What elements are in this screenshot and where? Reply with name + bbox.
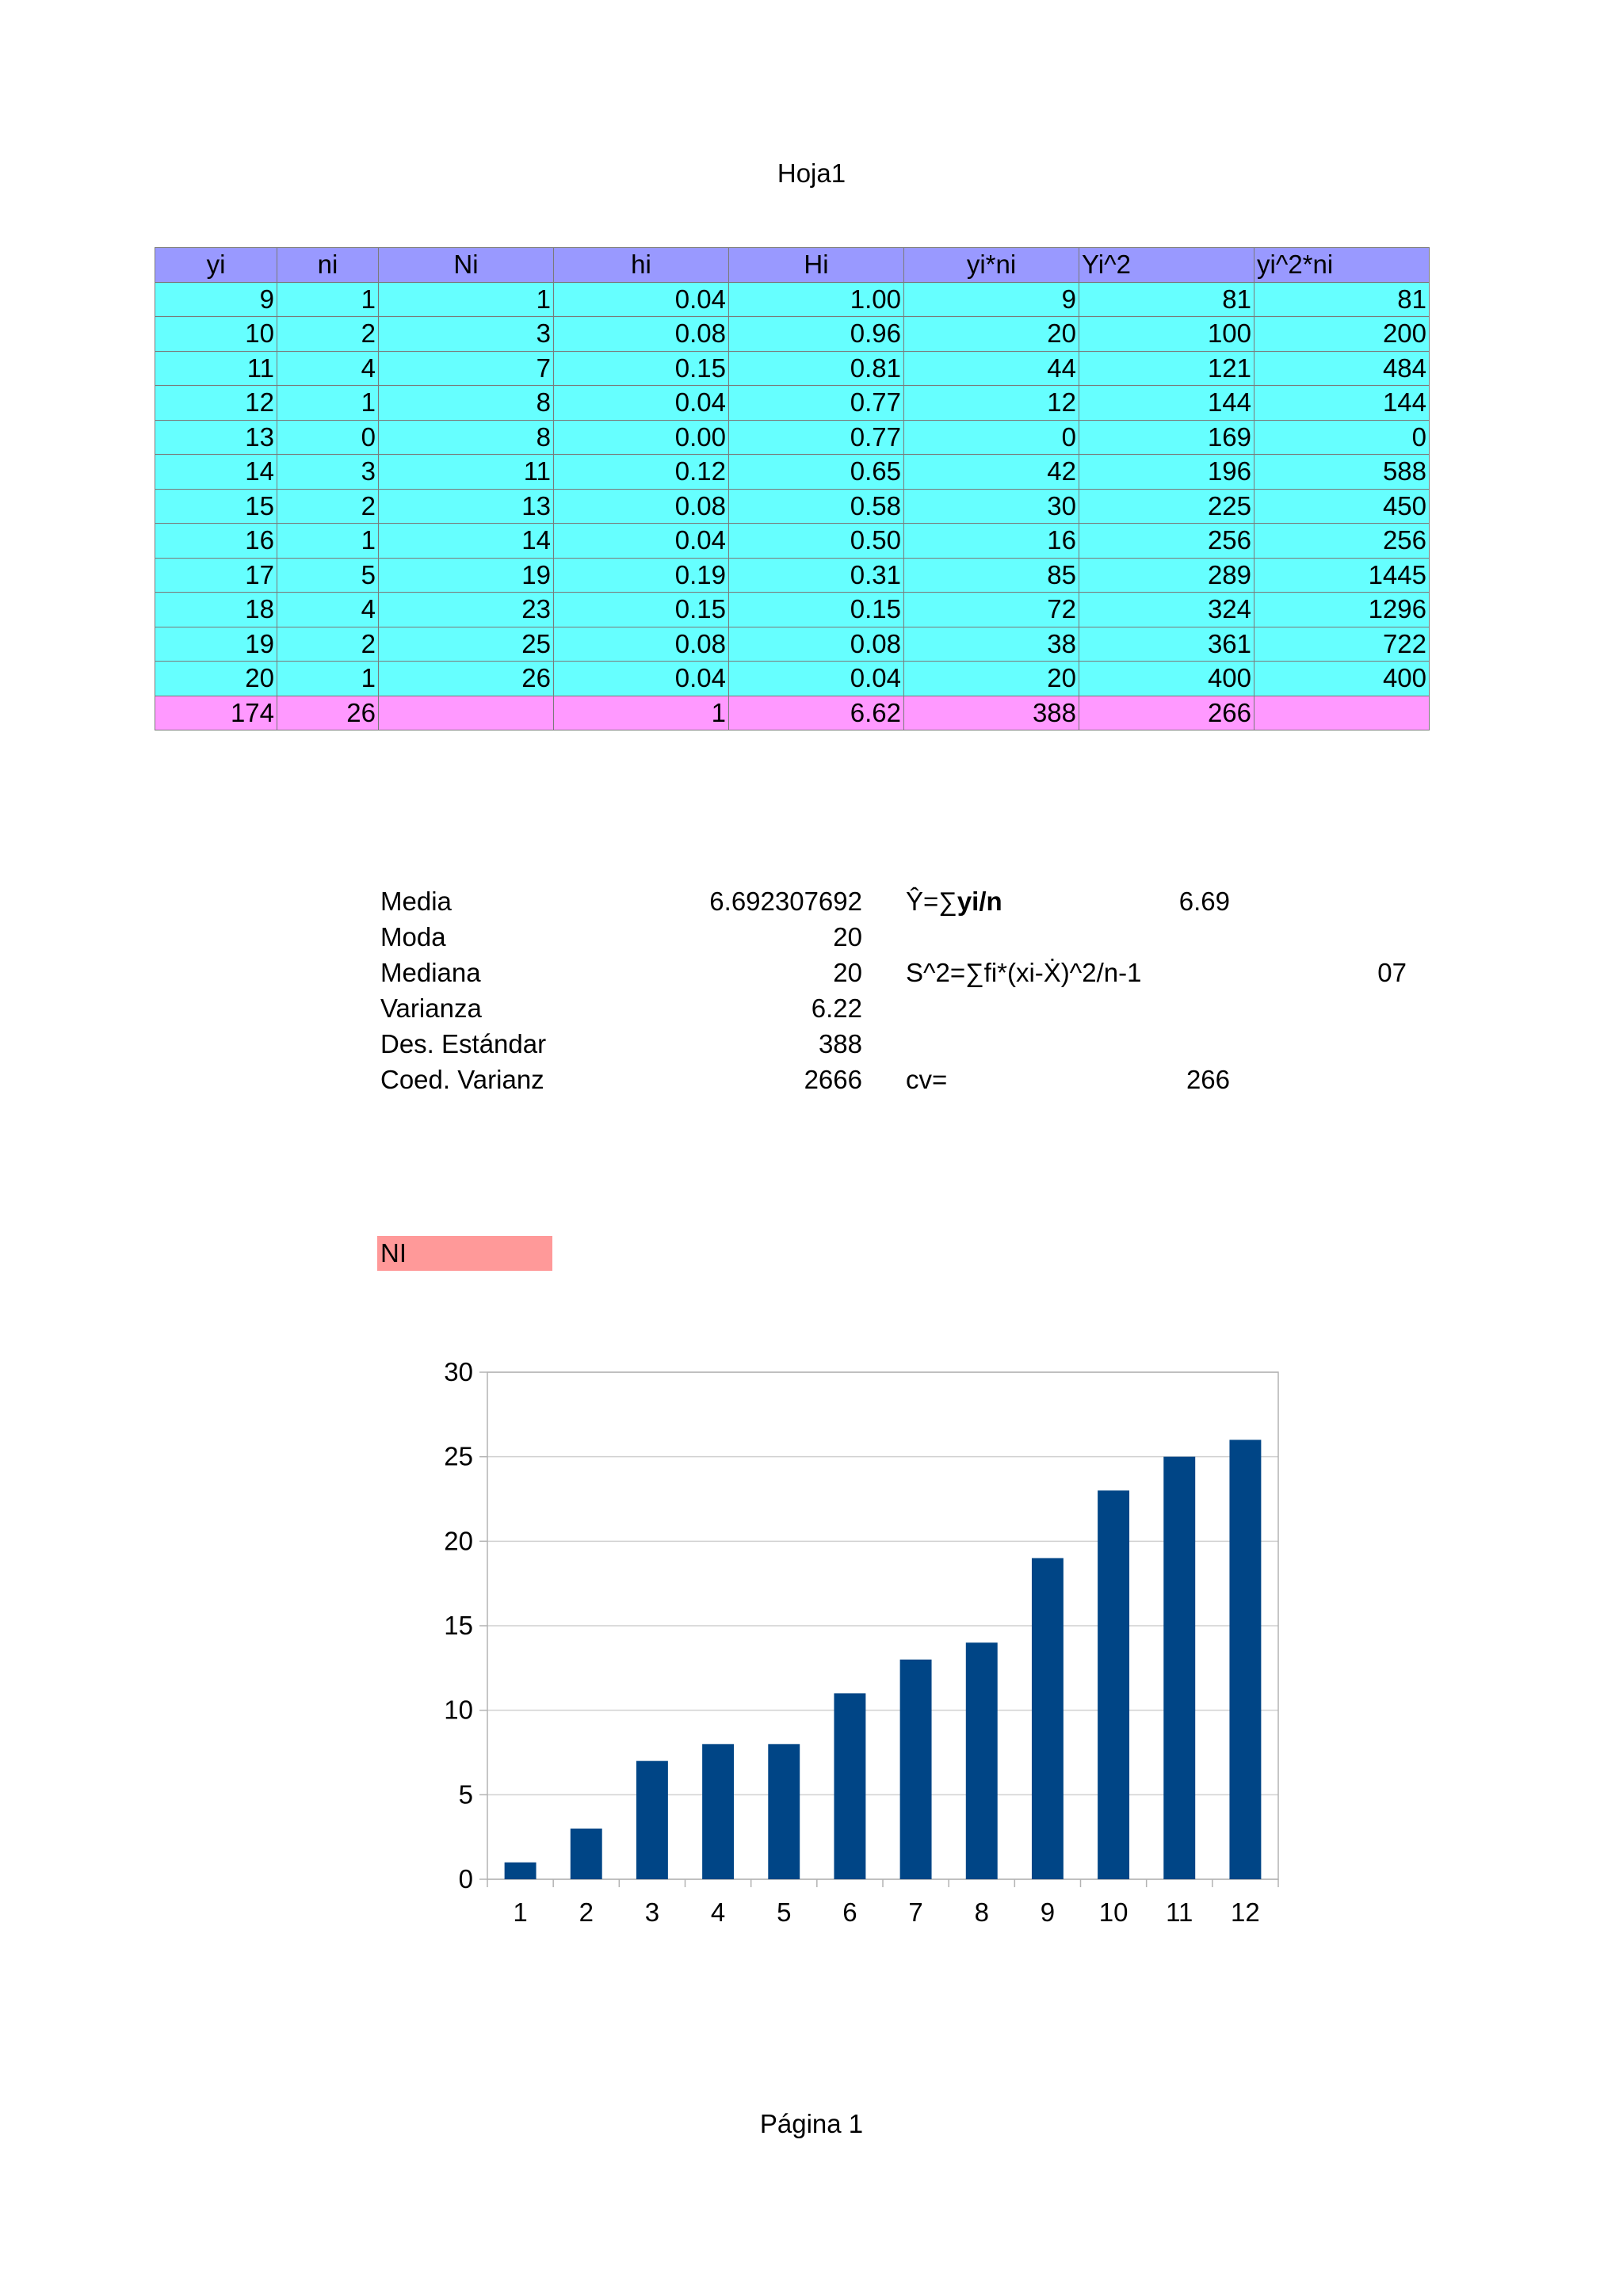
chart-gridlines <box>487 1372 1278 1879</box>
table-cell: 12 <box>904 386 1079 421</box>
varianza-value: 6.22 <box>811 994 862 1023</box>
table-cell: 13 <box>379 489 554 524</box>
table-cell: 1445 <box>1254 558 1430 593</box>
column-header: yi^2*ni <box>1254 248 1430 283</box>
coeficiente-label: Coed. Varianz <box>380 1065 544 1094</box>
table-cell: 324 <box>1079 593 1254 627</box>
y-tick-label: 30 <box>444 1357 473 1386</box>
table-cell: 0.04 <box>554 386 729 421</box>
chart-x-axis <box>487 1879 1278 1927</box>
table-cell: 8 <box>379 386 554 421</box>
table-cell: 11 <box>379 455 554 490</box>
table-header-row <box>155 248 1430 283</box>
x-tick-label: 8 <box>974 1897 989 1927</box>
table-cell: 19 <box>379 558 554 593</box>
x-tick-label: 2 <box>579 1897 594 1927</box>
table-cell: 1 <box>379 282 554 317</box>
bar <box>1032 1558 1064 1879</box>
table-cell: 0.08 <box>554 317 729 352</box>
coeficiente-value: 2666 <box>804 1065 862 1094</box>
table-row <box>155 420 1430 455</box>
table-cell: 0.04 <box>554 662 729 696</box>
table-cell: 0 <box>1254 420 1430 455</box>
table-cell: 0.04 <box>554 282 729 317</box>
table-cell: 20 <box>904 662 1079 696</box>
table-cell: 81 <box>1254 282 1430 317</box>
table-cell: 11 <box>155 351 277 386</box>
table-cell: 14 <box>155 455 277 490</box>
table-cell: 12 <box>155 386 277 421</box>
table-cell: 144 <box>1079 386 1254 421</box>
bar <box>1098 1490 1129 1879</box>
y-tick-label: 20 <box>444 1526 473 1556</box>
bar <box>966 1642 998 1879</box>
total-cell: 388 <box>904 696 1079 730</box>
chart-y-axis <box>444 1357 487 1894</box>
total-cell <box>379 696 554 730</box>
column-header: yi*ni <box>904 248 1079 283</box>
table-row <box>155 593 1430 627</box>
table-cell: 1 <box>277 282 379 317</box>
y-tick-label: 0 <box>458 1864 473 1894</box>
table-cell: 17 <box>155 558 277 593</box>
table-row <box>155 386 1430 421</box>
column-header: Ni <box>379 248 554 283</box>
bar <box>768 1744 800 1879</box>
table-cell: 42 <box>904 455 1079 490</box>
table-cell: 4 <box>277 351 379 386</box>
table-cell: 13 <box>155 420 277 455</box>
bar <box>900 1660 932 1879</box>
moda-value: 20 <box>833 922 862 952</box>
mean-formula <box>906 886 1002 917</box>
table-cell: 0.15 <box>729 593 904 627</box>
mediana-label: Mediana <box>380 958 481 987</box>
x-tick-label: 5 <box>777 1897 792 1927</box>
table-row <box>155 524 1430 559</box>
table-cell: 0.31 <box>729 558 904 593</box>
table-cell: 16 <box>155 524 277 559</box>
table-cell: 0.77 <box>729 386 904 421</box>
bar <box>505 1863 537 1879</box>
total-cell: 26 <box>277 696 379 730</box>
table-cell: 10 <box>155 317 277 352</box>
mean-formula-prefix: Ŷ=∑ <box>906 887 957 916</box>
x-tick-label: 3 <box>644 1897 660 1927</box>
table-cell: 0.08 <box>729 627 904 662</box>
table-cell: 9 <box>904 282 1079 317</box>
table-cell: 20 <box>904 317 1079 352</box>
table-row <box>155 489 1430 524</box>
table-row <box>155 351 1430 386</box>
table-row <box>155 662 1430 696</box>
table-cell: 0.77 <box>729 420 904 455</box>
table-cell: 19 <box>155 627 277 662</box>
table-cell: 18 <box>155 593 277 627</box>
x-tick-label: 7 <box>908 1897 923 1927</box>
desviacion-value: 388 <box>818 1029 862 1058</box>
table-cell: 38 <box>904 627 1079 662</box>
table-cell: 0 <box>904 420 1079 455</box>
column-header: yi <box>155 248 277 283</box>
total-cell: 174 <box>155 696 277 730</box>
bar <box>571 1829 602 1879</box>
varianza-label: Varianza <box>380 994 482 1023</box>
table-cell: 2 <box>277 627 379 662</box>
table-cell: 0.50 <box>729 524 904 559</box>
table-cell: 450 <box>1254 489 1430 524</box>
table-cell: 4 <box>277 593 379 627</box>
table-cell: 2 <box>277 317 379 352</box>
table-cell: 484 <box>1254 351 1430 386</box>
table-cell: 81 <box>1079 282 1254 317</box>
total-cell: 1 <box>554 696 729 730</box>
table-cell: 20 <box>155 662 277 696</box>
cumulative-frequency-bar-chart <box>412 1347 1300 1957</box>
desviacion-label: Des. Estándar <box>380 1029 547 1058</box>
table-cell: 0.04 <box>554 524 729 559</box>
cv-value: 266 <box>1186 1065 1230 1094</box>
chart-bars <box>505 1440 1262 1879</box>
column-header: Yi^2 <box>1079 248 1254 283</box>
table-cell: 1 <box>277 524 379 559</box>
table-row <box>155 317 1430 352</box>
ni-label-cell: NI <box>377 1236 552 1271</box>
totals-row <box>155 696 1430 730</box>
bar <box>834 1693 865 1879</box>
x-tick-label: 11 <box>1166 1897 1193 1927</box>
table-cell: 1 <box>277 662 379 696</box>
mean-formula-value: 6.69 <box>1178 887 1230 916</box>
table-cell: 0.15 <box>554 351 729 386</box>
column-header: Hi <box>729 248 904 283</box>
table-cell: 1296 <box>1254 593 1430 627</box>
table-cell: 200 <box>1254 317 1430 352</box>
table-row <box>155 282 1430 317</box>
table-cell: 0.65 <box>729 455 904 490</box>
table-cell: 400 <box>1254 662 1430 696</box>
table-cell: 1.00 <box>729 282 904 317</box>
table-cell: 169 <box>1079 420 1254 455</box>
table-cell: 2 <box>277 489 379 524</box>
table-cell: 26 <box>379 662 554 696</box>
table-cell: 16 <box>904 524 1079 559</box>
media-label: Media <box>380 887 452 916</box>
table-cell: 0.00 <box>554 420 729 455</box>
table-cell: 44 <box>904 351 1079 386</box>
table-cell: 3 <box>277 455 379 490</box>
table-cell: 85 <box>904 558 1079 593</box>
x-tick-label: 4 <box>710 1897 726 1927</box>
bar <box>702 1744 734 1879</box>
table-cell: 72 <box>904 593 1079 627</box>
table-cell: 0.08 <box>554 627 729 662</box>
y-tick-label: 5 <box>458 1779 473 1810</box>
total-cell <box>1254 696 1430 730</box>
table-row <box>155 558 1430 593</box>
table-cell: 30 <box>904 489 1079 524</box>
table-cell: 23 <box>379 593 554 627</box>
table-cell: 8 <box>379 420 554 455</box>
table-cell: 0.04 <box>729 662 904 696</box>
table-cell: 25 <box>379 627 554 662</box>
bar <box>1163 1457 1195 1879</box>
cv-label: cv= <box>906 1065 948 1094</box>
table-cell: 0.12 <box>554 455 729 490</box>
x-tick-label: 6 <box>842 1897 857 1927</box>
table-cell: 0.19 <box>554 558 729 593</box>
bar <box>636 1761 668 1879</box>
table-cell: 196 <box>1079 455 1254 490</box>
table-cell: 256 <box>1254 524 1430 559</box>
variance-formula: S^2=∑fi*(xi-Ẋ)^2/n-1 <box>906 958 1142 987</box>
table-cell: 0.96 <box>729 317 904 352</box>
table-cell: 5 <box>277 558 379 593</box>
table-cell: 0 <box>277 420 379 455</box>
table-cell: 0.08 <box>554 489 729 524</box>
table-cell: 256 <box>1079 524 1254 559</box>
table-cell: 289 <box>1079 558 1254 593</box>
table-cell: 0.58 <box>729 489 904 524</box>
table-cell: 100 <box>1079 317 1254 352</box>
table-cell: 1 <box>277 386 379 421</box>
table-cell: 361 <box>1079 627 1254 662</box>
frequency-table <box>155 247 1430 730</box>
x-tick-label: 12 <box>1231 1897 1260 1927</box>
table-cell: 15 <box>155 489 277 524</box>
statistics-summary <box>376 886 1486 1123</box>
table-cell: 144 <box>1254 386 1430 421</box>
table-cell: 3 <box>379 317 554 352</box>
page-number: Página 1 <box>759 2109 864 2138</box>
table-cell: 722 <box>1254 627 1430 662</box>
y-tick-label: 25 <box>444 1441 473 1471</box>
total-cell: 6.62 <box>729 696 904 730</box>
table-cell: 588 <box>1254 455 1430 490</box>
table-cell: 225 <box>1079 489 1254 524</box>
column-header: hi <box>554 248 729 283</box>
bar <box>1229 1440 1261 1879</box>
variance-formula-value: 07 <box>1377 958 1407 987</box>
mean-formula-bold: yi/n <box>957 887 1002 916</box>
y-tick-label: 15 <box>444 1611 473 1640</box>
x-tick-label: 10 <box>1098 1897 1128 1927</box>
media-value: 6.692307692 <box>709 887 862 916</box>
y-tick-label: 10 <box>444 1695 473 1725</box>
x-tick-label: 9 <box>1040 1897 1056 1927</box>
total-cell: 266 <box>1079 696 1254 730</box>
sheet-title: Hoja1 <box>777 158 846 188</box>
table-cell: 400 <box>1079 662 1254 696</box>
x-tick-label: 1 <box>513 1897 528 1927</box>
moda-label: Moda <box>380 922 446 952</box>
table-cell: 121 <box>1079 351 1254 386</box>
table-cell: 14 <box>379 524 554 559</box>
table-row <box>155 627 1430 662</box>
table-row <box>155 455 1430 490</box>
table-cell: 9 <box>155 282 277 317</box>
mediana-value: 20 <box>833 958 862 987</box>
table-cell: 7 <box>379 351 554 386</box>
table-cell: 0.81 <box>729 351 904 386</box>
column-header: ni <box>277 248 379 283</box>
table-cell: 0.15 <box>554 593 729 627</box>
